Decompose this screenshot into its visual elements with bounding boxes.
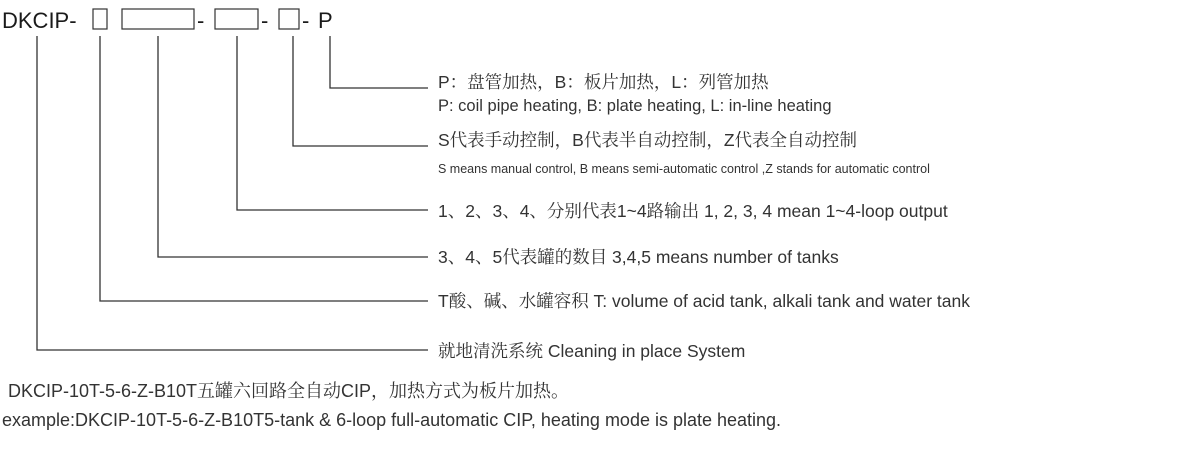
code-prefix: DKCIP-: [2, 8, 77, 33]
leader-loops: [237, 36, 428, 210]
legend-control-en: S means manual control, B means semi-automatic control ,Z stands for automatic control: [438, 162, 930, 176]
legend-heating-cn: P：盘管加热，B：板片加热，L：列管加热: [438, 72, 769, 92]
field-box-tanks: [122, 9, 194, 29]
legend-loops: 1、2、3、4、分别代表1~4路输出 1, 2, 3, 4 mean 1~4-loop output: [438, 201, 948, 221]
field-box-loops: [215, 9, 258, 29]
example-cn: DKCIP-10T-5-6-Z-B10T五罐六回路全自动CIP，加热方式为板片加热。: [8, 381, 570, 401]
legend-heating-en: P: coil pipe heating, B: plate heating, L: in-line heating: [438, 97, 832, 115]
field-box-volume: [93, 9, 107, 29]
code-dash-2: -: [261, 8, 269, 33]
leader-control: [293, 36, 428, 146]
legend-tanks: 3、4、5代表罐的数目 3,4,5 means number of tanks: [438, 247, 839, 267]
code-dash-1: -: [197, 8, 205, 33]
example-en: example:DKCIP-10T-5-6-Z-B10T5-tank & 6-loop full-automatic CIP, heating mode is plate heating.: [2, 410, 782, 430]
legend-control-cn: S代表手动控制，B代表半自动控制，Z代表全自动控制: [438, 130, 858, 150]
field-box-control: [279, 9, 299, 29]
leader-system: [37, 36, 428, 350]
legend-volume: T酸、碱、水罐容积 T: volume of acid tank, alkali tank and water tank: [438, 291, 970, 311]
code-dash-3: -: [302, 8, 310, 33]
code-suffix: P: [318, 8, 333, 33]
leader-volume: [100, 36, 428, 301]
legend-system: 就地清洗系统 Cleaning in place System: [438, 341, 746, 361]
leader-heating: [330, 36, 428, 88]
